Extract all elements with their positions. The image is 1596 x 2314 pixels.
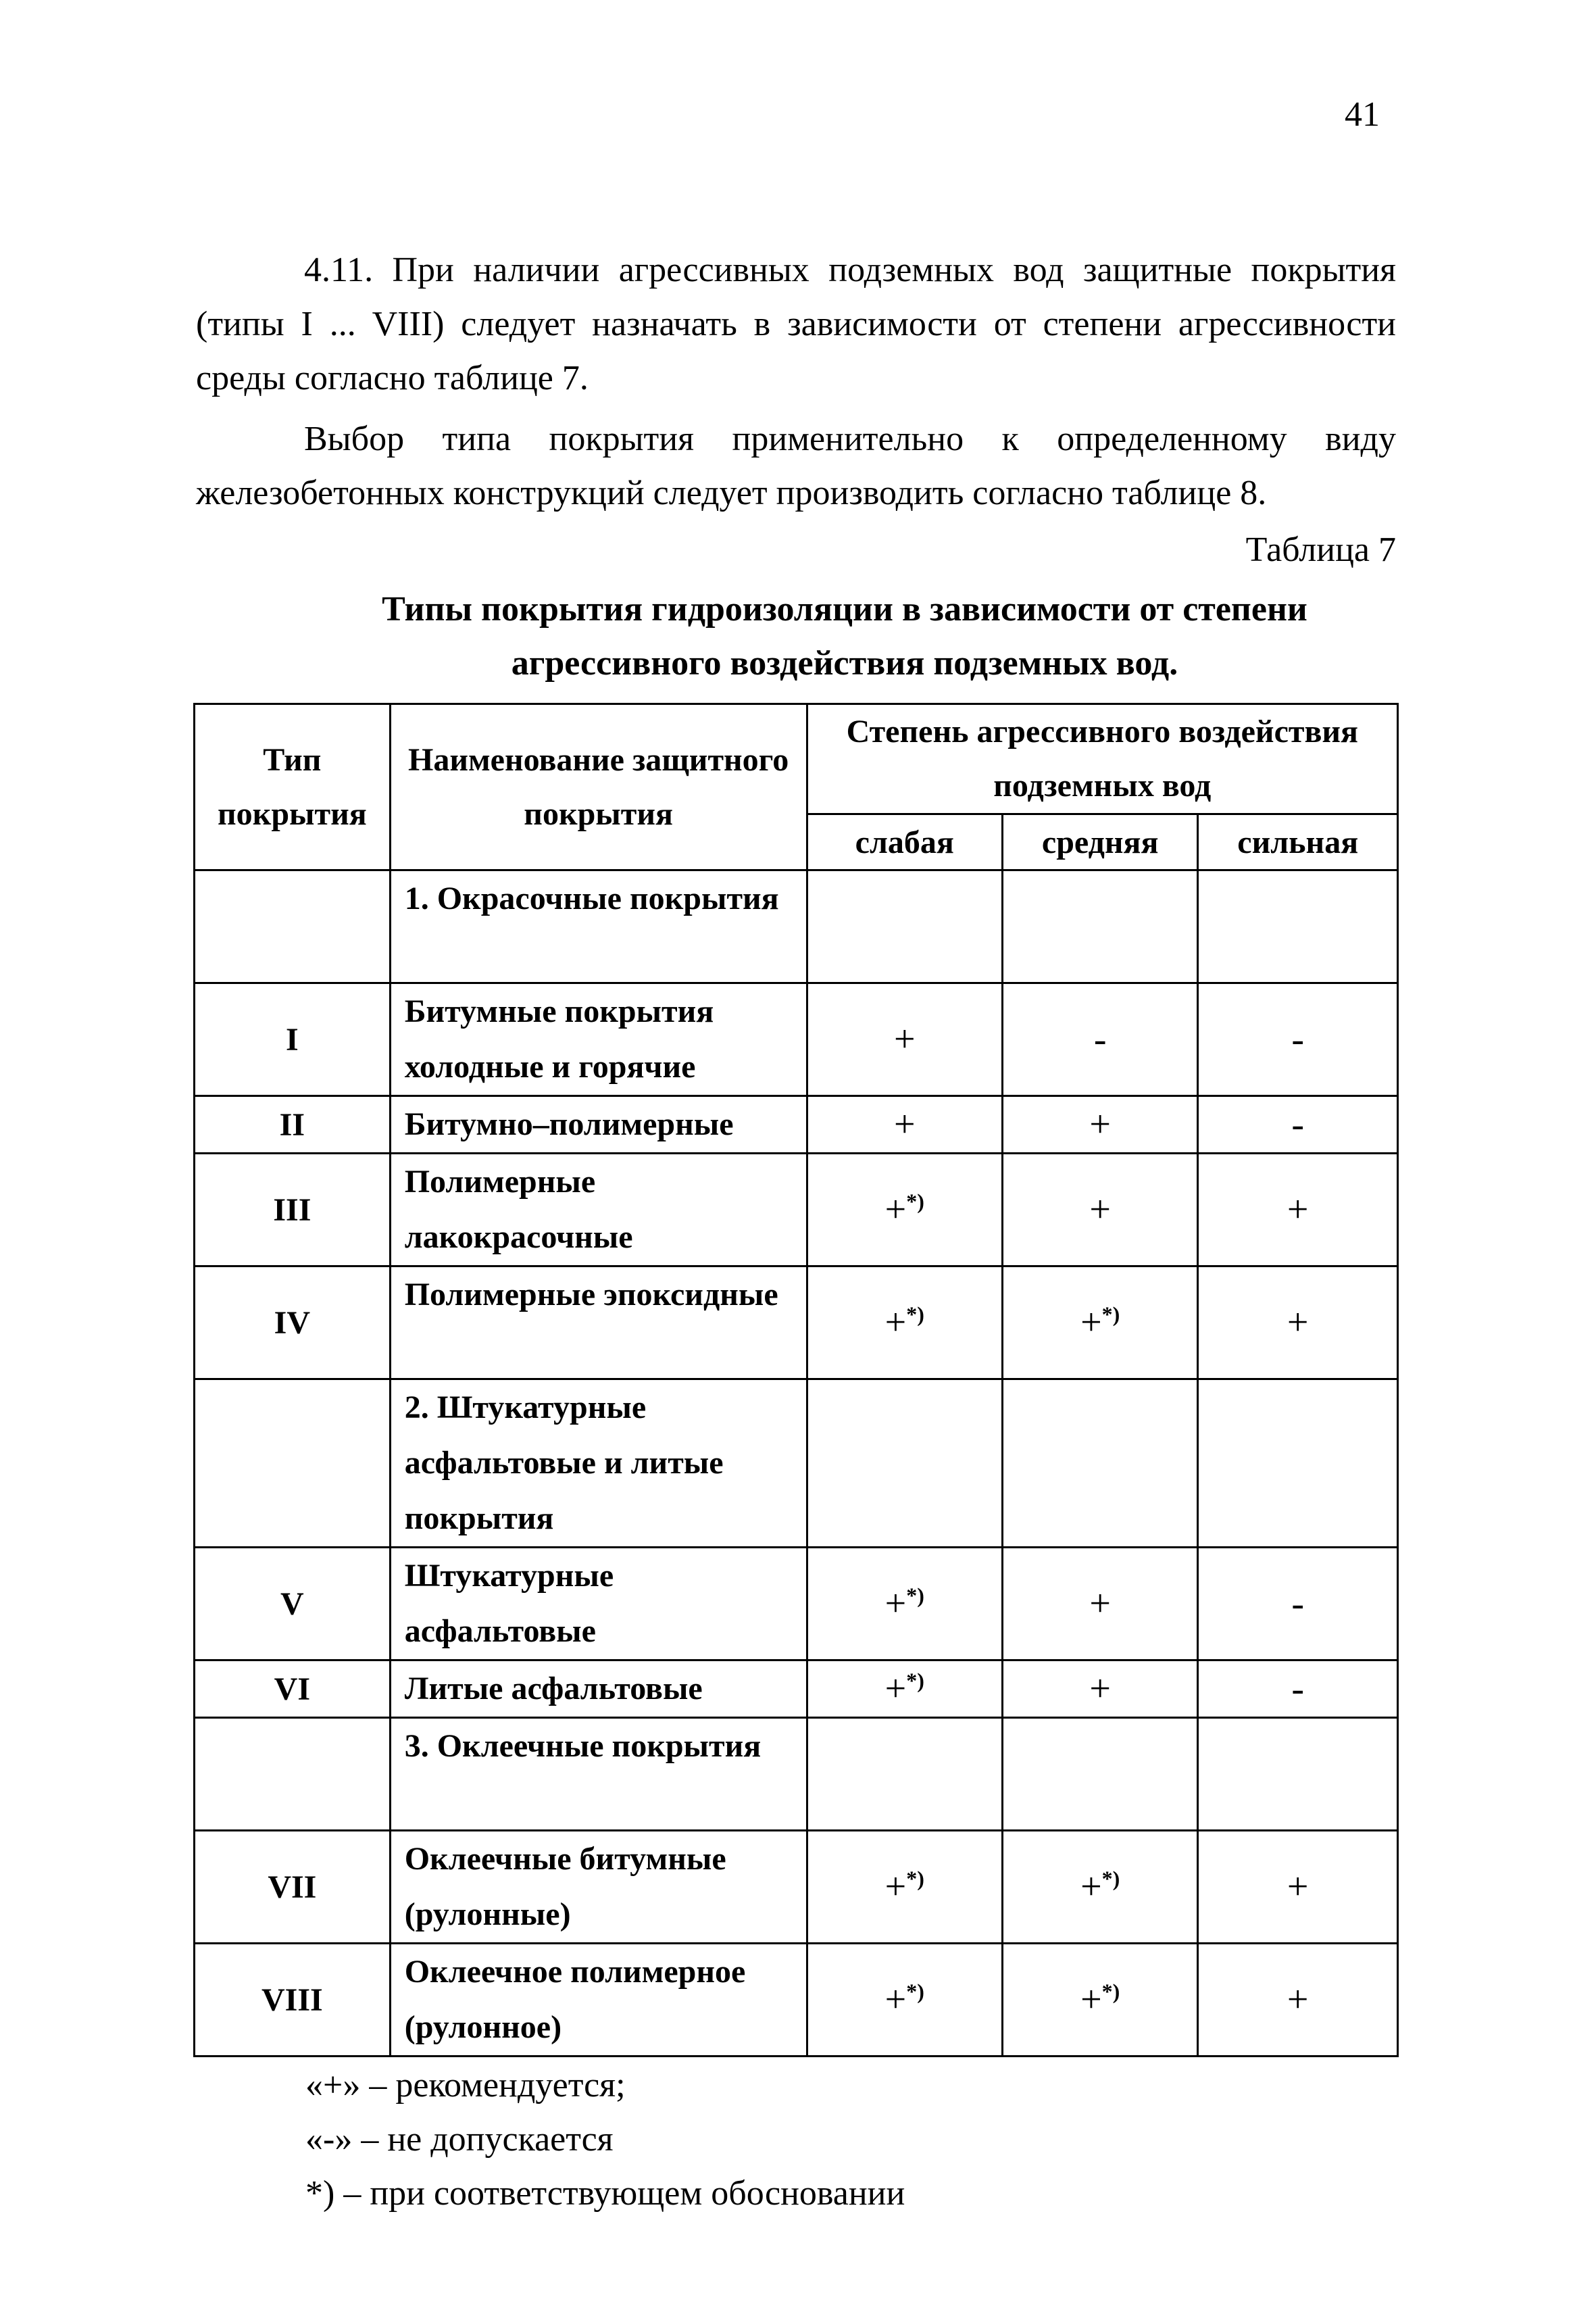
header-weak: слабая (807, 814, 1002, 870)
row-weak: +*) (807, 1831, 1002, 1944)
note-not-allowed: «-» – не допускается (305, 2120, 614, 2159)
row-type: VI (195, 1660, 391, 1718)
header-strong: сильная (1198, 814, 1398, 870)
row-type: IV (195, 1266, 391, 1379)
table-row (195, 1718, 1398, 1831)
row-type (195, 1718, 391, 1831)
row-weak (807, 1718, 1002, 1831)
row-weak: + (807, 1096, 1002, 1154)
header-name: Наименование защитного покрытия (390, 704, 807, 870)
header-degree: Степень агрессивного воздействия подземных вод (807, 704, 1397, 814)
page-number: 41 (1345, 95, 1380, 134)
table-row (195, 1548, 1398, 1660)
row-medium (1002, 1718, 1198, 1831)
row-name: Битумно–полимерные (390, 1096, 807, 1154)
row-weak (807, 1379, 1002, 1548)
row-name: Полимерные лакокрасочные (390, 1154, 807, 1266)
row-type: III (195, 1154, 391, 1266)
row-strong: + (1198, 1154, 1398, 1266)
row-strong: - (1198, 983, 1398, 1096)
row-name: Битумные покрытия холодные и горячие (390, 983, 807, 1096)
row-medium: + (1002, 1660, 1198, 1718)
paragraph-coating-choice: Выбор типа покрытия применительно к определенному виду железобетонных конструкций следует производить согласно таблице 8. (196, 420, 1396, 512)
row-strong: - (1198, 1548, 1398, 1660)
row-name: 3. Оклеечные покрытия (390, 1718, 807, 1831)
table-title: Типы покрытия гидроизоляции в зависимости от степени агрессивного воздействия подземных вод. (382, 590, 1307, 683)
row-weak: +*) (807, 1154, 1002, 1266)
row-medium: +*) (1002, 1831, 1198, 1944)
table-row (195, 870, 1398, 983)
note-recommended: «+» – рекомендуется; (305, 2066, 626, 2104)
row-weak: +*) (807, 1266, 1002, 1379)
row-weak (807, 870, 1002, 983)
row-type: II (195, 1096, 391, 1154)
row-name: Полимерные эпоксидные (390, 1266, 807, 1379)
row-medium: + (1002, 1096, 1198, 1154)
row-type: V (195, 1548, 391, 1660)
row-medium: +*) (1002, 1266, 1198, 1379)
table-row (195, 983, 1398, 1096)
row-strong: + (1198, 1831, 1398, 1944)
row-type (195, 1379, 391, 1548)
row-medium (1002, 870, 1198, 983)
row-type (195, 870, 391, 983)
coating-types-table (193, 703, 1399, 2057)
row-weak: +*) (807, 1548, 1002, 1660)
row-type: VIII (195, 1944, 391, 2057)
row-medium (1002, 1379, 1198, 1548)
note-justification: *) – при соответствующем обосновании (305, 2174, 905, 2213)
header-medium: средняя (1002, 814, 1198, 870)
row-name: Штукатурные асфальтовые (390, 1548, 807, 1660)
table-row (195, 1944, 1398, 2057)
row-medium: - (1002, 983, 1198, 1096)
row-medium: + (1002, 1548, 1198, 1660)
table-row (195, 1831, 1398, 1944)
row-name: Литые асфальтовые (390, 1660, 807, 1718)
row-strong (1198, 1718, 1398, 1831)
table-number: Таблица 7 (1245, 531, 1396, 569)
table-row (195, 1660, 1398, 1718)
row-strong (1198, 1379, 1398, 1548)
paragraph-4-11: 4.11. При наличии агрессивных подземных вод защитные покрытия (типы I ... VIII) следует назначать в зависимости от степени агрессивности среды согласно таблице 7. (196, 251, 1396, 397)
row-strong: - (1198, 1096, 1398, 1154)
row-type: I (195, 983, 391, 1096)
table-row (195, 1154, 1398, 1266)
row-name: Оклеечное полимерное (рулонное) (390, 1944, 807, 2057)
row-name: Оклеечные битумные (рулонные) (390, 1831, 807, 1944)
row-strong (1198, 870, 1398, 983)
row-name: 2. Штукатурные асфальтовые и литые покрытия (390, 1379, 807, 1548)
row-weak: + (807, 983, 1002, 1096)
row-name: 1. Окрасочные покрытия (390, 870, 807, 983)
table-row (195, 1379, 1398, 1548)
row-weak: +*) (807, 1660, 1002, 1718)
table-row (195, 1096, 1398, 1154)
row-strong: + (1198, 1266, 1398, 1379)
row-strong: + (1198, 1944, 1398, 2057)
row-medium: + (1002, 1154, 1198, 1266)
table-row (195, 1266, 1398, 1379)
header-type: Тип покрытия (195, 704, 391, 870)
row-medium: +*) (1002, 1944, 1198, 2057)
row-strong: - (1198, 1660, 1398, 1718)
row-type: VII (195, 1831, 391, 1944)
row-weak: +*) (807, 1944, 1002, 2057)
